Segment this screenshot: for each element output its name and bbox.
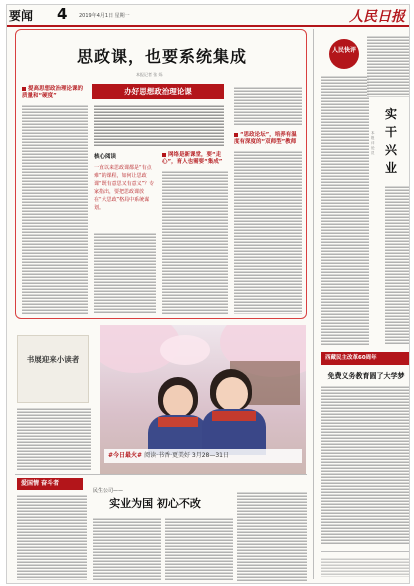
section-name: 要闻: [9, 9, 34, 23]
right-column-head: “思政论坛”，培养有温度有深度的“双师型”教师: [234, 132, 297, 145]
newspaper-page: [6, 4, 410, 584]
left-column-head: 提高思想政治理论课的质量和“硬度”: [22, 86, 84, 99]
core-reading-head: 核心阅读: [94, 154, 117, 160]
commentary-byline: 本报评论员: [371, 131, 375, 155]
bottom-kicker: 民生公司——: [93, 488, 124, 494]
bottom-text-1: [93, 517, 161, 581]
bullet-square-icon: [162, 153, 166, 157]
patriot-intro-text: [17, 494, 87, 580]
patriot-banner: 爱国情 奋斗者: [17, 478, 83, 490]
photo-caption: #今日最火# 阅读·书香·更美好 3月28—31日: [104, 449, 302, 463]
book-fair-text: [17, 407, 91, 471]
news-photo[interactable]: [100, 325, 306, 475]
lead-paragraph: [94, 104, 224, 146]
bullet-square-icon: [234, 133, 238, 137]
tibet-article-text: [321, 385, 409, 545]
issue-date: 2019年4月1日 星期一: [79, 13, 130, 19]
feature-title[interactable]: 思政课，也要系统集成: [76, 47, 247, 66]
center-left-text: [94, 232, 156, 314]
column-divider: [313, 29, 314, 579]
book-fair-box[interactable]: [17, 335, 89, 403]
bottom-text-2: [165, 517, 233, 581]
tibet-banner: 西藏民主改革60周年: [321, 352, 409, 365]
masthead-logo: 人民日报: [349, 9, 405, 25]
middle-column-text: [162, 170, 228, 314]
commentary-text-right: [385, 185, 409, 345]
bottom-text-3: [237, 491, 307, 581]
commentary-text-left: [321, 75, 369, 345]
book-fair-title: 书展迎来小读者: [26, 355, 80, 364]
page-header: [7, 5, 410, 27]
section-rule: [15, 474, 307, 475]
commentary-text-top: [367, 35, 409, 97]
left-column-text: [22, 104, 88, 314]
feature-banner: 办好思想政治理论课: [92, 84, 224, 99]
right-column-text: [234, 150, 302, 314]
middle-column-head: 网络是新课堂，要“走心”，育人也需要“集成”: [162, 152, 223, 165]
footer-rule: [321, 551, 409, 552]
commentary-title[interactable]: 实干兴业: [384, 107, 397, 175]
core-reading-text: 一直以来思政课都是“有点难”的课程，如何让思政课“既有意思又有意义”？专家指出，要把思政课放在“大思政”格局中系统谋划。: [94, 165, 155, 211]
feature-article[interactable]: [15, 29, 307, 319]
tibet-article-title[interactable]: 免费义务教育圆了大学梦: [327, 372, 405, 380]
page-number: 4: [57, 5, 68, 23]
right-column-text-top: [234, 86, 302, 126]
bullet-square-icon: [22, 87, 26, 91]
bottom-title[interactable]: 实业为国 初心不改: [109, 497, 201, 510]
editor-credits: [321, 557, 409, 577]
commentary-logo: 人民快评: [329, 39, 359, 69]
feature-byline: 本报记者 张 烁: [136, 72, 163, 77]
